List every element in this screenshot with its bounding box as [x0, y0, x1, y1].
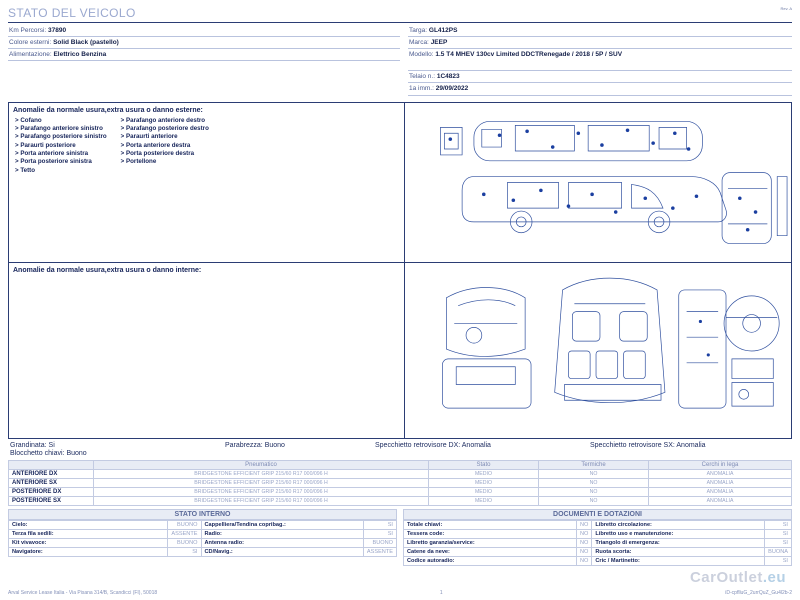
interior-value: BUONO	[363, 538, 396, 547]
interior-value: BUONO	[168, 520, 201, 529]
status-specchietto-sx	[590, 442, 790, 449]
info-value: 37890	[48, 27, 67, 34]
list-item: > Paraurti anteriore	[121, 133, 209, 141]
info-label: Alimentazione:	[9, 51, 52, 59]
table-row	[9, 520, 397, 529]
tyre-cerchi: ANOMALIA	[649, 478, 792, 487]
document-value: BUONA	[765, 547, 792, 556]
table-row	[9, 478, 792, 487]
info-label: Targa:	[409, 27, 428, 34]
info-value: Elettrico Benzina	[53, 51, 107, 59]
table-row	[404, 538, 792, 547]
exterior-diagram-section	[405, 103, 791, 263]
table-row	[404, 547, 792, 556]
status-grandinata-value: Si	[48, 441, 55, 449]
interior-key: Kit vivavoce:	[9, 538, 168, 547]
table-row	[9, 547, 397, 556]
interior-value: ASSENTE	[168, 529, 201, 538]
list-item: > Parafango anteriore sinistro	[15, 125, 107, 133]
interior-value: SI	[363, 520, 396, 529]
external-anomalies-title: Anomalie da normale usura,extra usura o danno esterne:	[13, 106, 203, 114]
info-label: 1a imm.:	[409, 85, 434, 93]
list-item: > Tetto	[15, 167, 107, 175]
info-value: 29/09/2022	[435, 85, 469, 93]
tyre-cerchi: ANOMALIA	[649, 469, 792, 478]
tyres-col-cerchi: Cerchi in lega	[649, 460, 792, 469]
info-row-colore	[8, 37, 400, 49]
info-row-alimentazione	[8, 49, 400, 61]
table-header-row	[9, 460, 792, 469]
tyre-description: BRIDGESTONE EFFICIENT GRIP 215/60 R17 000/096 H	[94, 487, 429, 496]
info-value: GL412PS	[428, 27, 458, 34]
info-label: Modello:	[409, 51, 434, 59]
internal-anomalies-section	[9, 263, 404, 438]
interior-value: SI	[168, 547, 201, 556]
tyres-table	[8, 460, 792, 506]
status-grandinata	[10, 442, 225, 449]
table-row	[404, 520, 792, 529]
table-row	[9, 529, 397, 538]
document-value: SI	[765, 538, 792, 547]
interior-value: BUONO	[168, 538, 201, 547]
interior-key: Cappelliera/Tendina copribag.:	[201, 520, 363, 529]
info-row-targa	[408, 25, 792, 37]
table-row	[9, 469, 792, 478]
footer-address: Arval Service Lease Italia - Via Pisana 314/B, Scandicci (FI), 50018	[8, 590, 158, 596]
page-footer	[8, 590, 792, 596]
document-key: Cric / Martinetto:	[592, 556, 765, 565]
document-key: Triangolo di emergenza:	[592, 538, 765, 547]
page-number: 1	[439, 590, 443, 596]
status-specchietto-dx-label: Specchietto retrovisore DX:	[375, 441, 461, 449]
interior-status-block	[8, 509, 397, 566]
info-row-prima-immatricolazione	[408, 83, 792, 95]
list-item: > Cofano	[15, 117, 107, 125]
external-anomalies-col1	[15, 117, 107, 176]
interior-key: CD/Navig.:	[201, 547, 363, 556]
document-key: Libretto circolazione:	[592, 520, 765, 529]
tyre-position: POSTERIORE SX	[9, 496, 94, 505]
tyre-description: BRIDGESTONE EFFICIENT GRIP 215/60 R17 000/096 H	[94, 469, 429, 478]
status-specchietto-sx-value: Anomalia	[676, 441, 706, 449]
document-value: SI	[765, 556, 792, 565]
tyres-col-stato: Stato	[429, 460, 539, 469]
status-parabrezza-value: Buono	[264, 441, 285, 449]
interior-key: Radio:	[201, 529, 363, 538]
info-row-km	[8, 25, 400, 37]
table-row	[404, 529, 792, 538]
tyre-cerchi: ANOMALIA	[649, 496, 792, 505]
document-value: NO	[576, 556, 591, 565]
tyre-position: ANTERIORE SX	[9, 478, 94, 487]
tyre-stato: MEDIO	[429, 496, 539, 505]
info-label: Marca:	[409, 39, 429, 47]
tyre-stato: MEDIO	[429, 487, 539, 496]
status-blocchetto-label: Blocchetto chiavi:	[10, 449, 65, 457]
list-item: > Porta anteriore sinistra	[15, 150, 107, 158]
interior-status-title: STATO INTERNO	[8, 509, 397, 520]
tyre-cerchi: ANOMALIA	[649, 487, 792, 496]
vehicle-info-grid	[8, 25, 792, 96]
tyres-col-pneumatico: Pneumatico	[94, 460, 429, 469]
external-anomalies-lists	[9, 117, 404, 182]
interior-key: Antenna radio:	[201, 538, 363, 547]
tyre-position: POSTERIORE DX	[9, 487, 94, 496]
document-key: Codice autoradio:	[404, 556, 577, 565]
status-specchietto-dx-value: Anomalia	[461, 441, 491, 449]
interior-diagram-section	[405, 263, 791, 438]
revision-label: Rev. A	[780, 6, 792, 11]
documents-table	[403, 520, 792, 566]
list-item: > Parafango posteriore sinistro	[15, 133, 107, 141]
bottom-tables	[8, 509, 792, 566]
tyre-termiche: NO	[539, 496, 649, 505]
list-item: > Parafango anteriore destro	[121, 117, 209, 125]
status-parabrezza-label: Parabrezza:	[225, 441, 263, 449]
table-row	[9, 487, 792, 496]
status-specchietto-dx	[375, 442, 590, 449]
document-value: NO	[576, 538, 591, 547]
document-key: Totale chiavi:	[404, 520, 577, 529]
document-value: NO	[576, 529, 591, 538]
external-anomalies-col2	[121, 117, 209, 176]
status-blocchetto-chiavi	[8, 450, 792, 460]
table-row	[9, 496, 792, 505]
tyre-termiche: NO	[539, 469, 649, 478]
info-value: 1.5 T4 MHEV 130cv Limited DDCTRenegade / 2018 / 5P / SUV	[435, 51, 623, 59]
tyre-position: ANTERIORE DX	[9, 469, 94, 478]
tyre-stato: MEDIO	[429, 478, 539, 487]
table-row	[404, 556, 792, 565]
internal-anomalies-title: Anomalie da normale usura,extra usura o danno interne:	[13, 266, 202, 274]
interior-value: ASSENTE	[363, 547, 396, 556]
interior-vehicle-diagram	[405, 263, 791, 438]
list-item: > Portellone	[121, 158, 209, 166]
interior-value: SI	[363, 529, 396, 538]
watermark-text: CarOutlet	[689, 569, 763, 586]
external-anomalies-section	[9, 103, 404, 263]
anomalies-panels	[8, 102, 792, 439]
document-key: Tessera code:	[404, 529, 577, 538]
info-label: Km Percorsi:	[9, 27, 47, 34]
interior-key: Navigatore:	[9, 547, 168, 556]
status-summary-row	[8, 439, 792, 450]
document-key: Ruota scorta:	[592, 547, 765, 556]
tyres-col-position	[9, 460, 94, 469]
interior-key: Terza fila sedili:	[9, 529, 168, 538]
interior-key: Cielo:	[9, 520, 168, 529]
info-value: 1C4823	[436, 73, 460, 81]
documents-title: DOCUMENTI E DOTAZIONI	[403, 509, 792, 520]
document-value: NO	[576, 547, 591, 556]
anomalies-text-column	[9, 103, 405, 438]
title-divider	[8, 22, 792, 23]
tyre-description: BRIDGESTONE EFFICIENT GRIP 215/60 R17 000/096 H	[94, 496, 429, 505]
tyre-termiche: NO	[539, 487, 649, 496]
watermark-suffix: .eu	[762, 569, 786, 586]
document-value: SI	[765, 520, 792, 529]
exterior-vehicle-diagram	[405, 103, 791, 262]
tyre-description: BRIDGESTONE EFFICIENT GRIP 215/60 R17 000/096 H	[94, 478, 429, 487]
list-item: > Paraurti posteriore	[15, 142, 107, 150]
tyres-col-termiche: Termiche	[539, 460, 649, 469]
list-item: > Porta anteriore destra	[121, 142, 209, 150]
document-value: NO	[576, 520, 591, 529]
vehicle-info-left	[8, 25, 400, 96]
page-title: STATO DEL VEICOLO	[8, 6, 136, 20]
info-row-modello	[408, 49, 792, 71]
list-item: > Parafango posteriore destro	[121, 125, 209, 133]
info-value: JEEP	[430, 39, 448, 47]
document-key: Libretto uso e manutenzione:	[592, 529, 765, 538]
info-label: Colore esterni:	[9, 39, 52, 47]
status-blocchetto-value: Buono	[66, 449, 87, 457]
status-specchietto-sx-label: Specchietto retrovisore SX:	[590, 441, 675, 449]
info-value: Solid Black (pastello)	[53, 39, 119, 47]
tyre-termiche: NO	[539, 478, 649, 487]
list-item: > Porta posteriore destra	[121, 150, 209, 158]
table-row	[9, 538, 397, 547]
status-parabrezza	[225, 442, 375, 449]
documents-block	[403, 509, 792, 566]
vehicle-diagram-column	[405, 103, 791, 438]
document-key: Libretto garanzia/service:	[404, 538, 577, 547]
status-grandinata-label: Grandinata:	[10, 441, 47, 449]
interior-status-table	[8, 520, 397, 557]
watermark	[690, 569, 786, 586]
document-value: SI	[765, 529, 792, 538]
vehicle-info-right	[400, 25, 792, 96]
info-row-telaio	[408, 71, 792, 83]
list-item: > Porta posteriore sinistra	[15, 158, 107, 166]
info-row-marca	[408, 37, 792, 49]
footer-code: iD-cpflluG_2urrQuZ_Gu4l2b-2	[725, 590, 792, 596]
tyre-stato: MEDIO	[429, 469, 539, 478]
document-key: Catene da neve:	[404, 547, 577, 556]
info-label: Telaio n.:	[409, 73, 436, 81]
